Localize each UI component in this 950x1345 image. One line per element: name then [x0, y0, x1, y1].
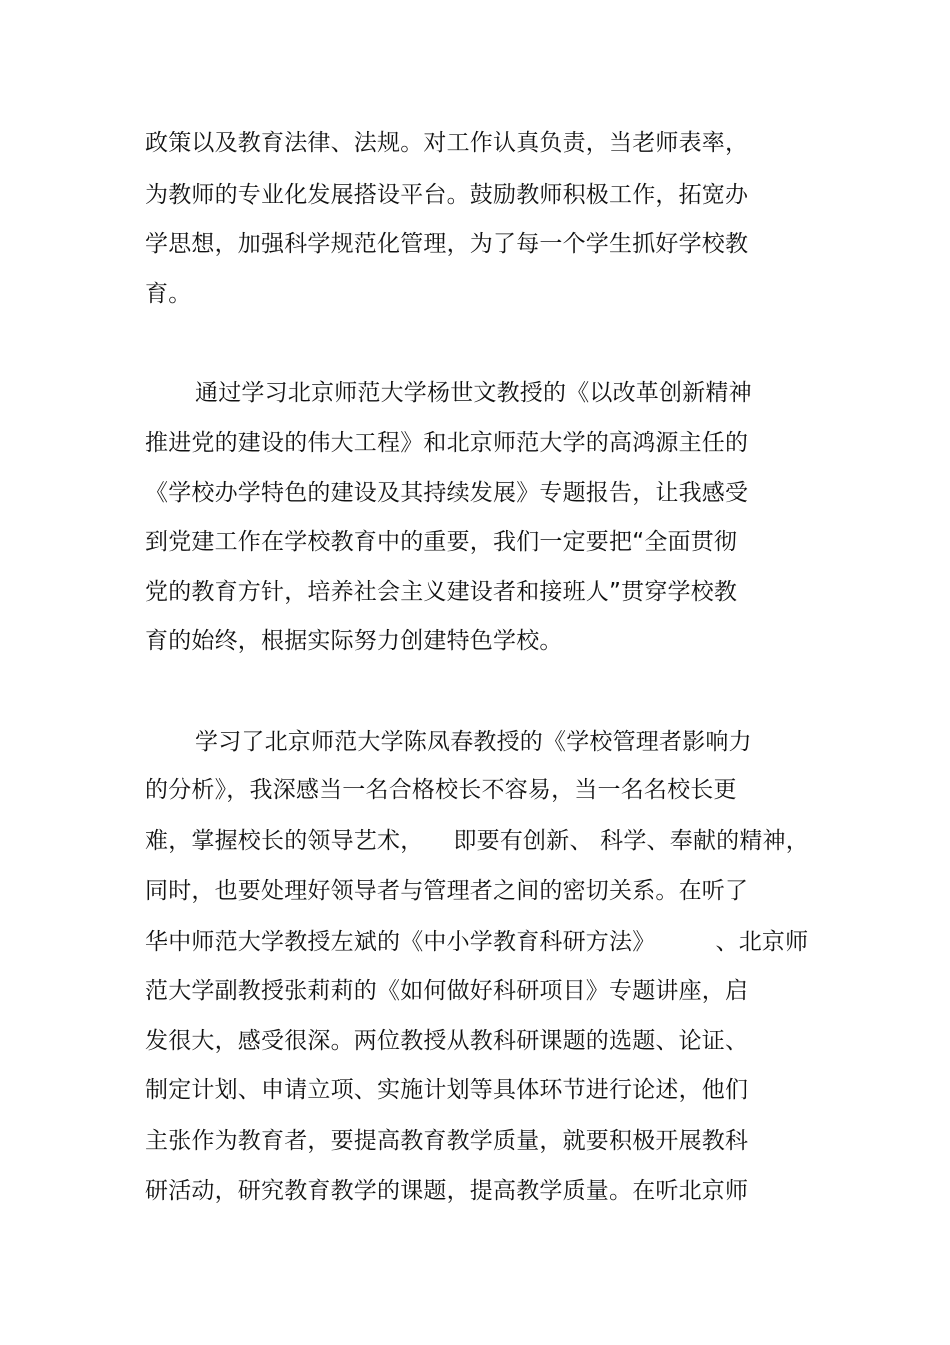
paragraph-1-line-2: 为教师的专业化发展搭设平台。鼓励教师积极工作，拓宽办	[145, 182, 749, 208]
paragraph-3-line-8: 制定计划、申请立项、实施计划等具体环节进行论述，他们	[145, 1077, 749, 1103]
paragraph-3-line-2: 的分析》，我深感当一名合格校长不容易，当一名名校长更	[145, 777, 737, 803]
paragraph-1-line-3: 学思想，加强科学规范化管理，为了每一个学生抓好学校教	[145, 231, 749, 257]
paragraph-3-line-6: 范大学副教授张莉莉的《如何做好科研项目》专题讲座，启	[145, 978, 749, 1004]
paragraph-3-line-4: 同时，也要处理好领导者与管理者之间的密切关系。在听了	[145, 878, 749, 904]
paragraph-1-line-4: 育。	[145, 281, 192, 307]
paragraph-3-line-9: 主张作为教育者，要提高教育教学质量，就要积极开展教科	[145, 1128, 749, 1154]
paragraph-2-line-1: 通过学习北京师范大学杨世文教授的《以改革创新精神	[195, 380, 752, 406]
paragraph-3-line-5: 华中师范大学教授左斌的《中小学教育科研方法》 、北京师	[145, 929, 809, 955]
paragraph-1-line-1: 政策以及教育法律、法规。对工作认真负责，当老师表率，	[145, 130, 749, 156]
paragraph-2-line-6: 育的始终，根据实际努力创建特色学校。	[145, 628, 563, 654]
paragraph-2-line-2: 推进党的建设的伟大工程》和北京师范大学的高鸿源主任的	[145, 430, 749, 456]
paragraph-2-line-3: 《学校办学特色的建设及其持续发展》专题报告，让我感受	[145, 480, 749, 506]
paragraph-3-line-1: 学习了北京师范大学陈凤春教授的《学校管理者影响力	[195, 729, 752, 755]
paragraph-3-line-7: 发很大，感受很深。两位教授从教科研课题的选题、论证、	[145, 1028, 749, 1054]
paragraph-2-line-5: 党的教育方针，培养社会主义建设者和接班人”贯穿学校教	[145, 579, 738, 605]
paragraph-3-line-10: 研活动，研究教育教学的课题，提高教学质量。在听北京师	[145, 1178, 749, 1204]
paragraph-3-line-3: 难，掌握校长的领导艺术， 即要有创新、 科学、奉献的精神，	[145, 828, 809, 854]
paragraph-2-line-4: 到党建工作在学校教育中的重要，我们一定要把“全面贯彻	[145, 529, 738, 555]
